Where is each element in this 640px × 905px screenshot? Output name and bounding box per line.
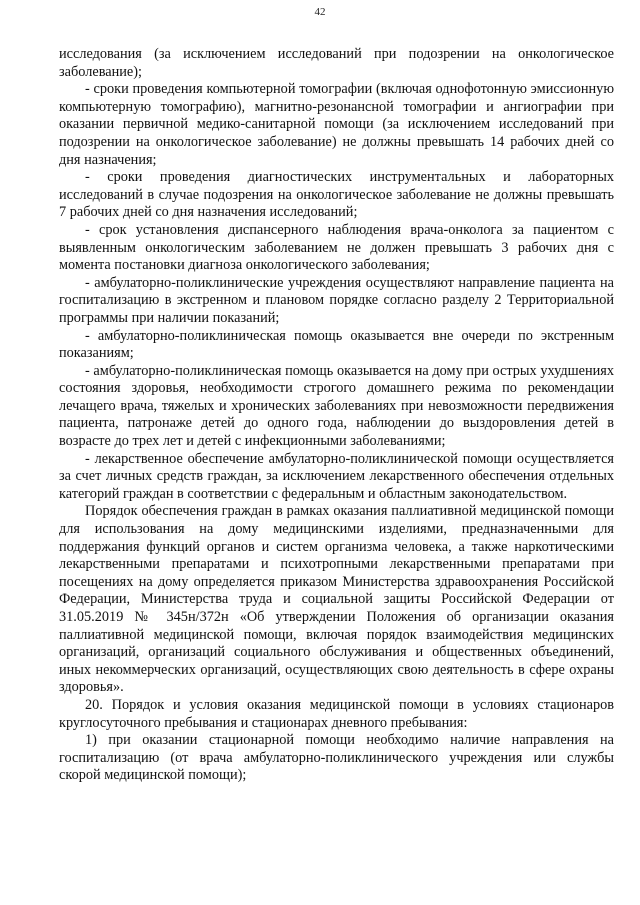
paragraph-home-care: - амбулаторно-поликлиническая помощь оказывается на дому при острых ухудшениях состояния здоровья, необходимости строгого домашнего режима по рекомендации лечащего врача, тяжелых и хронических заболеваниях при невозможности передвижения пациента, патронаже детей до одного года, наблюдении до выздоровления детей в возрасте до трех лет и детей с инфекционными заболеваниями; bbox=[59, 362, 614, 450]
paragraph-inpatient-referral: 1) при оказании стационарной помощи необходимо наличие направления на госпитализацию (от врача амбулаторно-поликлинического учреждения или службы скорой медицинской помощи); bbox=[59, 732, 614, 784]
paragraph-palliative-care: Порядок обеспечения граждан в рамках оказания паллиативной медицинской помощи для использования на дому медицинскими изделиями, предназначенными для поддержания функций органов и систем организма человека, а также наркотическими лекарственными препаратами и психотропными лекарственными препаратами при посещениях на дому определяется приказом Министерства здравоохранения Российской Федерации, Министерства труда и социальной защиты Российской Федерации от 31.05.2019 № 345н/372н «Об утверждении Положения об организации оказания паллиативной медицинской помощи, включая порядок взаимодействия медицинских организаций, организаций социального обслуживания и общественных объединений, иных некоммерческих организаций, осуществляющих свою деятельность в сфере охраны здоровья». bbox=[59, 503, 614, 696]
document-body bbox=[59, 46, 614, 785]
paragraph-section-20: 20. Порядок и условия оказания медицинской помощи в условиях стационаров круглосуточного пребывания и стационарах дневного пребывания: bbox=[59, 696, 614, 731]
paragraph-oncologist-observation: - срок установления диспансерного наблюдения врача-онколога за пациентом с выявленным онкологическим заболеванием не должен превышать 3 рабочих дня с момента постановки диагноза онкологического заболевания; bbox=[59, 221, 614, 274]
paragraph-continuation: исследования (за исключением исследований при подозрении на онкологическое заболевание); bbox=[59, 46, 614, 80]
paragraph-diagnostic-deadline: - сроки проведения диагностических инструментальных и лабораторных исследований в случае подозрения на онкологическое заболевание не должны превышать 7 рабочих дней со дня назначения исследований; bbox=[59, 169, 614, 221]
paragraph-hospitalization-referral: - амбулаторно-поликлинические учреждения осуществляют направление пациента на госпитализацию в экстренном и плановом порядке согласно разделу 2 Территориальной программы при наличии показаний; bbox=[59, 274, 614, 326]
page-number: 42 bbox=[314, 6, 326, 18]
paragraph-emergency-care: - амбулаторно-поликлиническая помощь оказывается вне очереди по экстренным показаниям; bbox=[59, 327, 614, 362]
paragraph-drug-provision: - лекарственное обеспечение амбулаторно-поликлинической помощи осуществляется за счет личных средств граждан, за исключением лекарственного обеспечения отдельных категорий граждан в соответствии с федеральным и областным законодательством. bbox=[59, 450, 614, 502]
paragraph-ct-mri-deadline: - сроки проведения компьютерной томографии (включая однофотонную эмиссионную компьютерную томографию), магнитно-резонансной томографии и ангиографии при оказании первичной медико-санитарной помощи (за исключением исследований при подозрении на онкологическое заболевание) не должны превышать 14 рабочих дней со дня назначения; bbox=[59, 81, 614, 168]
